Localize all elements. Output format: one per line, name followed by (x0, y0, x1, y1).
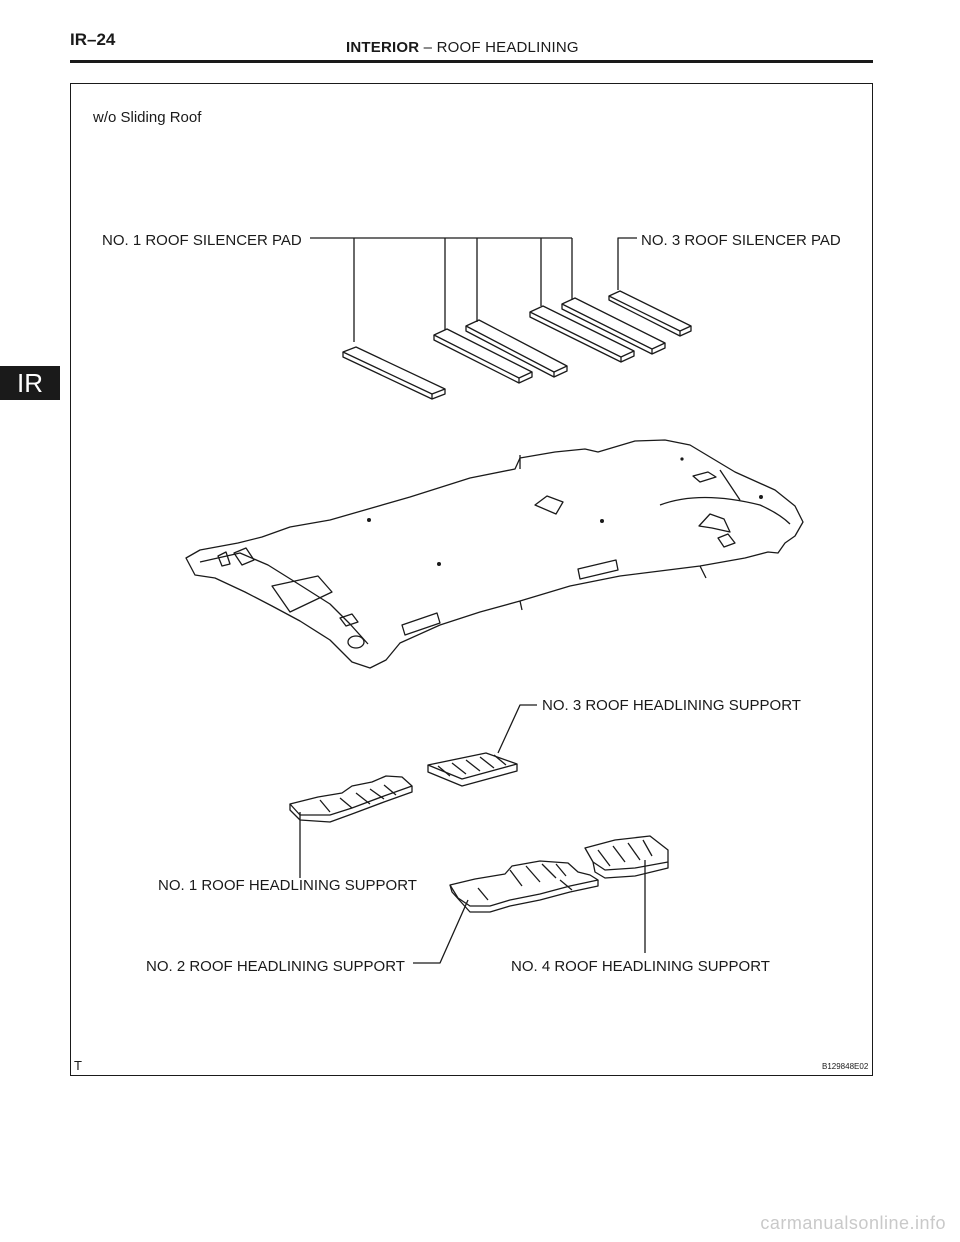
leader-support-3 (498, 705, 537, 753)
section-name: INTERIOR (346, 39, 420, 56)
label-silencer-pad-3: NO. 3 ROOF SILENCER PAD (641, 232, 841, 249)
figure-corner-mark: T (74, 1058, 82, 1073)
figure-code: B129848E02 (822, 1062, 869, 1071)
support-2 (450, 861, 598, 912)
leader-silencer-3 (618, 238, 637, 290)
label-support-1: NO. 1 ROOF HEADLINING SUPPORT (158, 877, 417, 894)
support-3 (428, 753, 517, 786)
label-support-3: NO. 3 ROOF HEADLINING SUPPORT (542, 697, 801, 714)
section-subtitle: ROOF HEADLINING (436, 39, 579, 56)
silencer-pads (343, 291, 691, 399)
section-tab: IR (0, 366, 60, 400)
page-number: IR–24 (70, 30, 116, 49)
label-silencer-pad-1: NO. 1 ROOF SILENCER PAD (102, 232, 302, 249)
label-support-2: NO. 2 ROOF HEADLINING SUPPORT (146, 958, 405, 975)
leader-silencer-1 (310, 238, 572, 342)
support-4 (585, 836, 668, 878)
variant-label: w/o Sliding Roof (93, 109, 202, 126)
watermark: carmanualsonline.info (760, 1213, 946, 1233)
leader-support-2 (413, 900, 468, 963)
roof-headliner (186, 440, 803, 668)
label-support-4: NO. 4 ROOF HEADLINING SUPPORT (511, 958, 770, 975)
support-1 (290, 776, 412, 822)
header-separator: – (423, 39, 433, 56)
